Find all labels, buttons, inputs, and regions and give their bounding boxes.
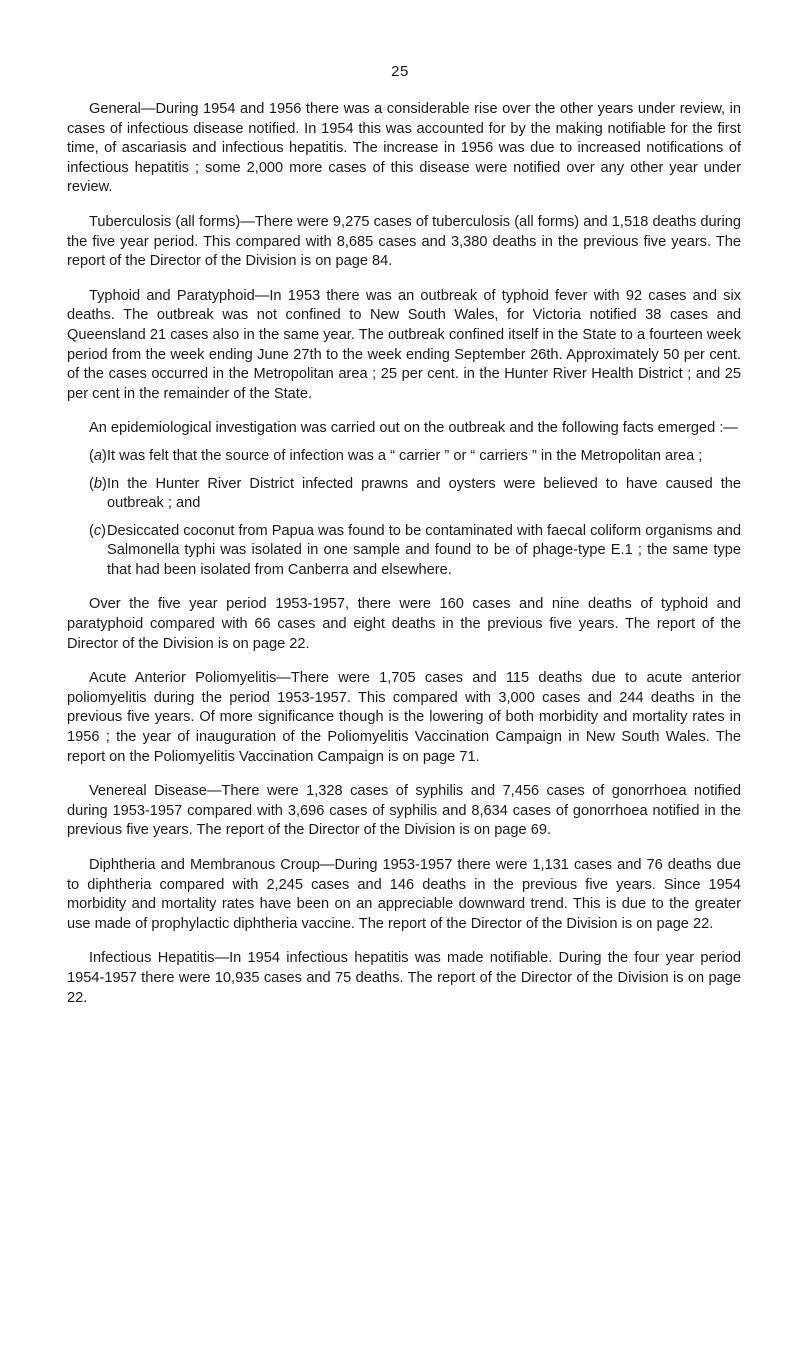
list-item-text: In the Hunter River District infected prawns and oysters were believed to have caused the outbreak ; and xyxy=(107,475,741,512)
list-marker: (a) xyxy=(89,447,107,464)
list-marker: (b) xyxy=(89,475,107,492)
paragraph-diphtheria: Diphtheria and Membranous Croup—During 1953-1957 there were 1,131 cases and 76 deaths due to diphtheria compared with 2,245 cases and 146 deaths in the previous five years. Since 1954 morbidity and mortality rates have been on an appreciable downward trend. This is due to the greater use made of prophylactic diphtheria vaccine. The report of the Director of the Division is on page 22. xyxy=(67,857,741,932)
paragraph-typhoid-summary: Over the five year period 1953-1957, there were 160 cases and nine deaths of typhoid and paratyphoid compared with 66 cases and eight deaths in the previous five years. The report of the Director of the Division is on page 22. xyxy=(67,596,741,652)
paragraph-poliomyelitis: Acute Anterior Poliomyelitis—There were 1,705 cases and 115 deaths due to acute anterior poliomyelitis during the period 1953-1957. This compared with 3,000 cases and 244 deaths in the previous five years. Of more significance though is the lowering of both morbidity and mortality rates in 1956 ; the year of inauguration of the Poliomyelitis Vaccination Campaign in New South Wales. The report on the Poliomyelitis Vaccination Campaign is on page 71. xyxy=(67,670,741,765)
list-item xyxy=(67,475,741,514)
paragraph-typhoid: Typhoid and Paratyphoid—In 1953 there was an outbreak of typhoid fever with 92 cases and six deaths. The outbreak was not confined to New South Wales, for Victoria notified 38 cases and Queensland 21 cases also in the same year. The outbreak confined itself in the State to a fourteen week period from the week ending June 27th to the week ending September 26th. Approximately 50 per cent. of the cases occurred in the Metropolitan area ; 25 per cent. in the Hunter River Health District ; and 25 per cent in the remainder of the State. xyxy=(67,287,741,402)
paragraph-infectious-hepatitis: Infectious Hepatitis—In 1954 infectious hepatitis was made notifiable. During the four year period 1954-1957 there were 10,935 cases and 75 deaths. The report of the Director of the Division is on page 22. xyxy=(67,950,741,1006)
paragraph-venereal-disease: Venereal Disease—There were 1,328 cases of syphilis and 7,456 cases of gonorrhoea notified during 1953-1957 compared with 3,696 cases of syphilis and 8,634 cases of gonorrhoea notified in the previous five years. The report of the Director of the Division is on page 69. xyxy=(67,783,741,839)
paragraph-tuberculosis: Tuberculosis (all forms)—There were 9,275 cases of tuberculosis (all forms) and 1,518 deaths during the five year period. This compared with 8,685 cases and 3,380 deaths in the previous five years. The report of the Director of the Division is on page 84. xyxy=(67,213,741,270)
paragraph-investigation-intro: An epidemiological investigation was carried out on the outbreak and the following facts emerged :— xyxy=(89,420,738,437)
list-marker: (c) xyxy=(89,522,107,539)
list-item-text: Desiccated coconut from Papua was found to be contaminated with faecal coliform organisms and Salmonella typhi was isolated in one sample and found to be of phage-type E.1 ; the same type that had been isolated from Canberra and elsewhere. xyxy=(107,522,741,578)
document-body xyxy=(67,100,741,1023)
list-item xyxy=(67,522,741,581)
findings-list xyxy=(67,447,741,581)
paragraph-general: General—During 1954 and 1956 there was a considerable rise over the other years under review, in cases of infectious disease notified. In 1954 this was accounted for by the making notifiable for the first time, of ascariasis and infectious hepatitis. The increase in 1956 was due to increased notifications of infectious hepatitis ; some 2,000 more cases of this disease were notified over any other year under review. xyxy=(67,101,741,196)
page-number: 25 xyxy=(391,63,409,80)
list-item xyxy=(67,447,741,467)
list-item-text: It was felt that the source of infection was a “ carrier ” or “ carriers ” in the Metropolitan area ; xyxy=(107,447,703,464)
